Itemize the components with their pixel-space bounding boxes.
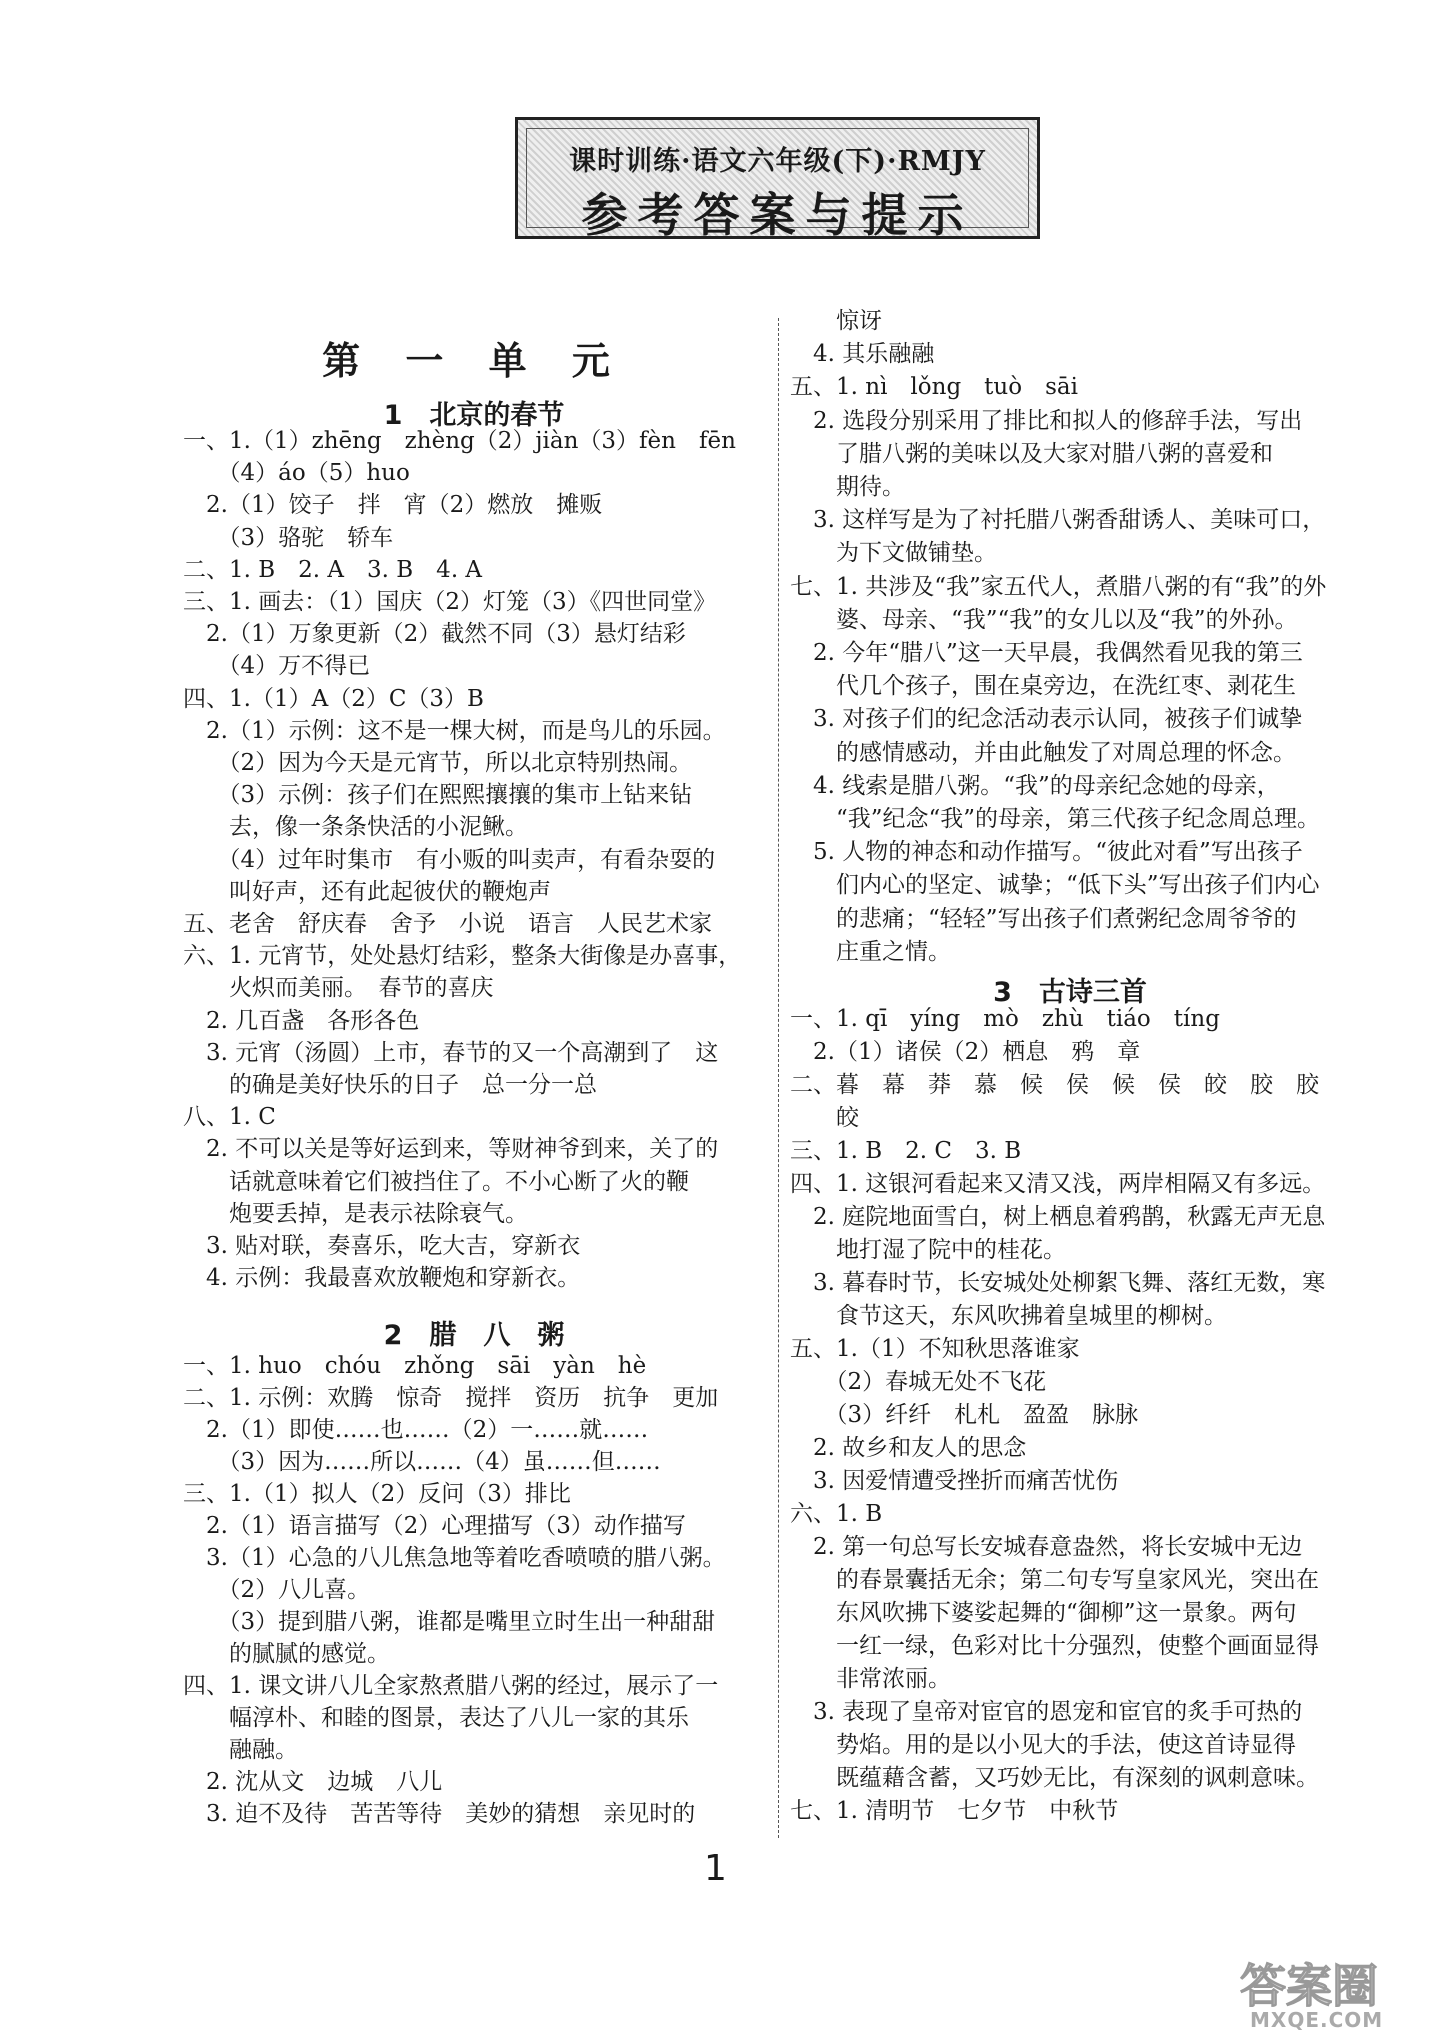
answer-line: 一、1. qī yíng mò zhù tiáo tíng bbox=[790, 1006, 1220, 1032]
answer-line: 融融。 bbox=[183, 1737, 298, 1763]
answer-line: 3. 这样写是为了衬托腊八粥香甜诱人、美味可口， bbox=[790, 507, 1326, 534]
answer-line: 5. 人物的神态和动作描写。“彼此对看”写出孩子 bbox=[790, 839, 1303, 866]
answer-line: 2.（1）即使……也……（2）一……就…… bbox=[183, 1417, 649, 1443]
answer-line: 3.（1）心急的八儿焦急地等着吃香喷喷的腊八粥。 bbox=[183, 1545, 726, 1571]
answer-line: （3）示例：孩子们在熙熙攘攘的集市上钻来钻 bbox=[183, 782, 693, 809]
answer-line: （2）八儿喜。 bbox=[183, 1577, 371, 1603]
answer-line: 叫好声，还有此起彼伏的鞭炮声 bbox=[183, 878, 551, 905]
answer-line: 非常浓丽。 bbox=[790, 1666, 951, 1692]
watermark-logo bbox=[1240, 1950, 1430, 2035]
answer-line: （4）万不得已 bbox=[183, 653, 371, 680]
answer-line: 五、1.（1）不知秋思落谁家 bbox=[790, 1336, 1080, 1362]
answer-line: 2.（1）示例：这不是一棵大树，而是鸟儿的乐园。 bbox=[183, 717, 726, 744]
answer-line: 一红一绿，色彩对比十分强烈，使整个画面显得 bbox=[790, 1633, 1319, 1659]
answer-line: 六、1. B bbox=[790, 1501, 883, 1527]
column-divider bbox=[778, 318, 780, 1838]
lesson-title-3: 3 古诗三首 bbox=[993, 977, 1147, 1008]
answer-line: 2.（1）语言描写（2）心理描写（3）动作描写 bbox=[183, 1513, 686, 1539]
answer-line: （2）春城无处不飞花 bbox=[790, 1369, 1047, 1395]
answer-line: 一、1.（1）zhēng zhèng（2）jiàn（3）fèn fēn bbox=[183, 428, 736, 454]
lesson-title-2: 2 腊 八 粥 bbox=[383, 1320, 565, 1351]
answer-line: （3）因为……所以……（4）虽……但…… bbox=[183, 1449, 661, 1475]
answer-line: （2）因为今天是元宵节，所以北京特别热闹。 bbox=[183, 750, 693, 776]
answer-line: 七、1. 共涉及“我”家五代人，煮腊八粥的有“我”的外 bbox=[790, 573, 1327, 600]
answer-line: 四、1. 这银河看起来又清又浅，两岸相隔又有多远。 bbox=[790, 1171, 1326, 1197]
answer-line: （3）纤纤 札札 盈盈 脉脉 bbox=[790, 1402, 1139, 1428]
answer-line: 们内心的坚定、诚挚；“低下头”写出孩子们内心 bbox=[790, 872, 1320, 899]
answer-line: 3. 表现了皇帝对宦官的恩宠和宦官的炙手可热的 bbox=[790, 1699, 1303, 1725]
answer-line: 一、1. huo chóu zhǒng sāi yàn hè bbox=[183, 1353, 647, 1379]
answer-line: 去，像一条条快活的小泥鳅。 bbox=[183, 814, 528, 841]
answer-line: （3）提到腊八粥，谁都是嘴里立时生出一种甜甜 bbox=[183, 1609, 716, 1635]
answer-line: 势焰。用的是以小见大的手法，使这首诗显得 bbox=[790, 1732, 1296, 1758]
answer-line: 2.（1）万象更新（2）截然不同（3）悬灯结彩 bbox=[183, 621, 686, 648]
answer-line: 3. 贴对联，奏喜乐，吃大吉，穿新衣 bbox=[183, 1233, 581, 1259]
lesson-title-1: 1 北京的春节 bbox=[383, 400, 565, 431]
answer-line: 2. 不可以关是等好运到来，等财神爷到来，关了的 bbox=[183, 1136, 719, 1163]
answer-line: 期待。 bbox=[790, 474, 905, 500]
answer-line: 婆、母亲、“我”“我”的女儿以及“我”的外孙。 bbox=[790, 606, 1298, 633]
answer-line: （3）骆驼 轿车 bbox=[183, 524, 394, 551]
answer-line: 4. 线索是腊八粥。“我”的母亲纪念她的母亲， bbox=[790, 772, 1280, 799]
answer-line: 3. 暮春时节，长安城处处柳絮飞舞、落红无数，寒 bbox=[790, 1270, 1326, 1296]
answer-line: 八、1. C bbox=[183, 1104, 276, 1131]
answer-line: 3. 对孩子们的纪念活动表示认同，被孩子们诚挚 bbox=[790, 706, 1303, 733]
answer-line: 2. 故乡和友人的思念 bbox=[790, 1435, 1027, 1461]
answer-line: 4. 其乐融融 bbox=[790, 341, 935, 368]
answer-line: 3. 元宵（汤圆）上市，春节的又一个高潮到了 这 bbox=[183, 1039, 719, 1066]
answer-line: 三、1. 画去：（1）国庆（2）灯笼（3）《四世同堂》 bbox=[183, 589, 717, 615]
answer-line: 四、1.（1）A（2）C（3）B bbox=[183, 685, 484, 712]
answer-line: 炮要丢掉，是表示祛除衰气。 bbox=[183, 1200, 528, 1227]
answer-line: 了腊八粥的美味以及大家对腊八粥的喜爱和 bbox=[790, 440, 1273, 467]
answer-line: 2. 几百盏 各形各色 bbox=[183, 1007, 420, 1034]
answer-line: 的感情感动，并由此触发了对周总理的怀念。 bbox=[790, 739, 1296, 766]
answer-line: 的腻腻的感觉。 bbox=[183, 1641, 390, 1667]
answer-line: 二、1. 示例：欢腾 惊奇 搅拌 资历 抗争 更加 bbox=[183, 1385, 719, 1411]
answer-line: “我”纪念“我”的母亲，第三代孩子纪念周总理。 bbox=[790, 806, 1321, 832]
header-subtitle: 课时训练·语文六年级(下)·RMJY bbox=[569, 146, 986, 177]
header-inner-frame bbox=[526, 128, 1029, 242]
answer-line: 4. 示例：我最喜欢放鞭炮和穿新衣。 bbox=[183, 1265, 581, 1292]
answer-line: 的确是美好快乐的日子 总一分一总 bbox=[183, 1072, 597, 1098]
answer-line: 三、1. B 2. C 3. B bbox=[790, 1138, 1022, 1164]
answer-line: 五、老舍 舒庆春 舍予 小说 语言 人民艺术家 bbox=[183, 911, 712, 937]
page-number: 1 bbox=[704, 1848, 727, 1889]
answer-line: 话就意味着它们被挡住了。不小心断了火的鞭 bbox=[183, 1168, 689, 1195]
answer-line: 2.（1）饺子 拌 宵（2）燃放 摊贩 bbox=[183, 492, 603, 519]
answer-line: 2. 选段分别采用了排比和拟人的修辞手法，写出 bbox=[790, 407, 1303, 434]
answer-line: （4）过年时集市 有小贩的叫卖声，有看杂耍的 bbox=[183, 846, 716, 873]
answer-line: 二、1. B 2. A 3. B 4. A bbox=[183, 556, 483, 583]
answer-line: 皎 bbox=[790, 1105, 859, 1131]
header-title: 参考答案与提示 bbox=[581, 188, 974, 242]
answer-line: 2.（1）诸侯（2）栖息 鸦 章 bbox=[790, 1039, 1141, 1065]
answer-line: 2. 第一句总写长安城春意盎然，将长安城中无边 bbox=[790, 1534, 1303, 1560]
answer-line: 3. 因爱情遭受挫折而痛苦忧伤 bbox=[790, 1468, 1119, 1494]
answer-line: 东风吹拂下婆娑起舞的“御柳”这一景象。两句 bbox=[790, 1600, 1297, 1626]
header-banner bbox=[515, 117, 1040, 242]
unit-title: 第 一 单 元 bbox=[322, 339, 626, 383]
answer-line: 地打湿了院中的桂花。 bbox=[790, 1237, 1066, 1263]
answer-line: 庄重之情。 bbox=[790, 938, 951, 965]
answer-line: 惊讶 bbox=[790, 308, 882, 334]
answer-line: 幅淳朴、和睦的图景，表达了八儿一家的其乐 bbox=[183, 1705, 689, 1731]
answer-line: （4）áo（5）huo bbox=[183, 460, 410, 487]
watermark-text: 答案圈 bbox=[1240, 1959, 1378, 2013]
answer-line: 为下文做铺垫。 bbox=[790, 540, 997, 567]
answer-line: 代几个孩子，围在桌旁边，在洗红枣、剥花生 bbox=[790, 673, 1296, 700]
answer-line: 的悲痛；“轻轻”写出孩子们煮粥纪念周爷爷的 bbox=[790, 905, 1297, 932]
answer-line: 五、1. nì lǒng tuò sāi bbox=[790, 374, 1078, 401]
answer-line: 火炽而美丽。 春节的喜庆 bbox=[183, 975, 494, 1002]
answer-line: 食节这天，东风吹拂着皇城里的柳树。 bbox=[790, 1303, 1227, 1329]
answer-line: 2. 沈从文 边城 八儿 bbox=[183, 1769, 443, 1795]
answer-line: 3. 迫不及待 苦苦等待 美妙的猜想 亲见时的 bbox=[183, 1801, 696, 1827]
answer-line: 三、1.（1）拟人（2）反问（3）排比 bbox=[183, 1481, 571, 1507]
answer-line: 的春景囊括无余；第二句专写皇家风光，突出在 bbox=[790, 1567, 1319, 1593]
answer-line: 2. 今年“腊八”这一天早晨，我偶然看见我的第三 bbox=[790, 640, 1303, 666]
answer-line: 四、1. 课文讲八儿全家熬煮腊八粥的经过，展示了一 bbox=[183, 1673, 719, 1699]
answer-line: 七、1. 清明节 七夕节 中秋节 bbox=[790, 1798, 1119, 1824]
watermark-url: MXQE.COM bbox=[1250, 2008, 1384, 2032]
answer-line: 二、暮 幕 莽 慕 候 侯 候 侯 皎 胶 胶 bbox=[790, 1072, 1319, 1098]
answer-line: 六、1. 元宵节，处处悬灯结彩，整条大街像是办喜事， bbox=[183, 943, 742, 970]
answer-line: 既蕴藉含蓄，又巧妙无比，有深刻的讽刺意味。 bbox=[790, 1765, 1319, 1791]
answer-line: 2. 庭院地面雪白，树上栖息着鸦鹊，秋露无声无息 bbox=[790, 1204, 1326, 1230]
